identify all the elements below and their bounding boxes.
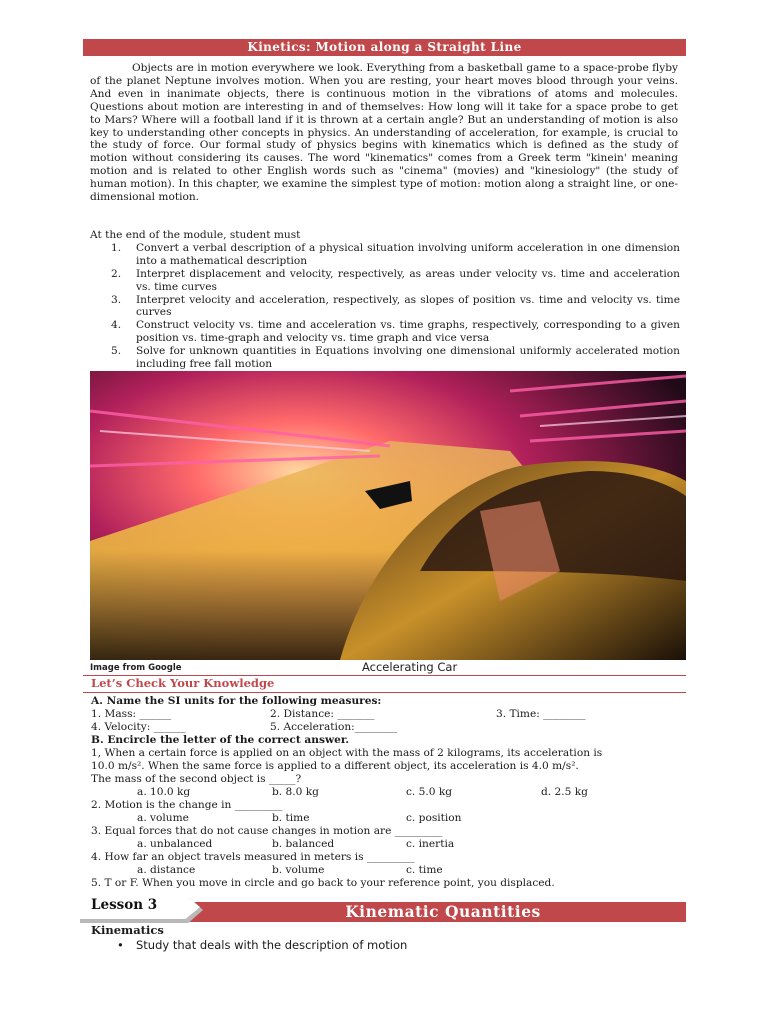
accelerating-car-photo [90, 371, 686, 660]
q2-choice-c[interactable]: c. position [406, 812, 462, 824]
q2-text: 2. Motion is the change in _________ [91, 799, 283, 811]
q2-choice-b[interactable]: b. time [272, 812, 310, 824]
q5-text: 5. T or F. When you move in circle and go back to your reference point, you displaced. [91, 877, 555, 889]
figure-caption: Accelerating Car [362, 660, 458, 674]
intro-text: Objects are in motion everywhere we look. Everything from a basketball game to a space-probe flyby of the planet Neptune involves motion. When you are resting, your heart moves blood through your veins. And even in inanimate objects, there is continuous motion in the vibrations of atoms and molecules. Questions about motion are interesting in and of themselves: How long will it take for a space probe to get to Mars? Where will a football land if it is thrown at a certain angle? But an understanding of motion is also key to understanding other concepts in physics. An understanding of acceleration, for example, is crucial to the study of force. Our formal study of physics begins with kinematics which is defined as the study of motion without considering its causes. The word "kinematics" comes from a Greek term "kinein' meaning motion and is related to other English words such as "cinema" (movies) and "kinesiology" (the study of human motion). In this chapter, we examine the simplest type of motion: motion along a straight line, or one-dimensional motion. [90, 62, 678, 204]
objective-item [90, 345, 680, 370]
objective-text: Convert a verbal description of a physical situation involving uniform acceleration in one dimension into a mathematical description [136, 242, 680, 267]
check-knowledge-heading: Let’s Check Your Knowledge [91, 676, 275, 690]
car-illustration [90, 371, 686, 660]
q1-line: The mass of the second object is _____? [91, 773, 302, 785]
q1-choice-d[interactable]: d. 2.5 kg [541, 786, 588, 798]
kinematics-definition: Study that deals with the description of motion [136, 938, 408, 952]
objective-number: 2. [111, 267, 122, 280]
bullet-marker: • [117, 938, 124, 952]
q3-choice-b[interactable]: b. balanced [272, 838, 335, 850]
part-a-item-mass: 1. Mass: ______ [91, 708, 172, 720]
section-divider [83, 692, 686, 693]
objective-item [90, 319, 680, 344]
objectives-list [90, 242, 680, 371]
objective-number: 4. [111, 319, 122, 332]
part-a-item-velocity: 4. Velocity: ______ [91, 721, 186, 733]
q2-choice-a[interactable]: a. volume [137, 812, 189, 824]
part-a-item-acceleration: 5. Acceleration:________ [270, 721, 398, 733]
q4-text: 4. How far an object travels measured in meters is _________ [91, 851, 415, 863]
objective-item [90, 268, 680, 293]
objective-number: 3. [111, 293, 122, 306]
q1-choice-c[interactable]: c. 5.0 kg [406, 786, 453, 798]
objectives-lead: At the end of the module, student must [90, 229, 301, 241]
lesson-title: Kinematic Quantities [345, 902, 541, 921]
objective-number: 1. [111, 242, 122, 254]
q4-choice-c[interactable]: c. time [406, 864, 443, 876]
q1-choice-b[interactable]: b. 8.0 kg [272, 786, 319, 798]
part-a-item-distance: 2. Distance: _______ [270, 708, 375, 720]
part-b-heading: B. Encircle the letter of the correct answer. [91, 734, 350, 746]
objective-item [90, 242, 680, 267]
section-title-bar: Kinetics: Motion along a Straight Line [83, 39, 686, 56]
q4-choice-b[interactable]: b. volume [272, 864, 325, 876]
part-a-heading: A. Name the SI units for the following measures: [91, 695, 382, 707]
objective-text: Interpret displacement and velocity, respectively, as areas under velocity vs. time and acceleration vs. time curves [136, 267, 680, 293]
objective-text: Construct velocity vs. time and acceleration vs. time graphs, respectively, corresponding to a given position vs. time-graph and velocity vs. time graph and vice versa [136, 319, 680, 345]
lesson-number-label: Lesson 3 [91, 897, 158, 913]
kinematics-heading: Kinematics [91, 923, 164, 937]
q3-choice-c[interactable]: c. inertia [406, 838, 455, 850]
intro-paragraph [90, 62, 678, 204]
objective-item [90, 294, 680, 319]
q3-choice-a[interactable]: a. unbalanced [137, 838, 213, 850]
objective-number: 5. [111, 345, 122, 358]
q1-choice-a[interactable]: a. 10.0 kg [137, 786, 191, 798]
objective-text: Interpret velocity and acceleration, respectively, as slopes of position vs. time and velocity vs. time curves [136, 293, 680, 319]
q1-line: 10.0 m/s². When the same force is applied to a different object, its acceleration is 4.0 m/s². [91, 760, 579, 772]
q4-choice-a[interactable]: a. distance [137, 864, 196, 876]
q3-text: 3. Equal forces that do not cause changes in motion are _________ [91, 825, 443, 837]
part-a-item-time: 3. Time: ________ [496, 708, 586, 720]
objective-text: Solve for unknown quantities in Equations involving one dimensional uniformly accelerated motion including free fall motion [136, 345, 680, 370]
image-credit: Image from Google [90, 663, 182, 673]
q1-line: 1, When a certain force is applied on an object with the mass of 2 kilograms, its acceleration is [91, 747, 603, 759]
